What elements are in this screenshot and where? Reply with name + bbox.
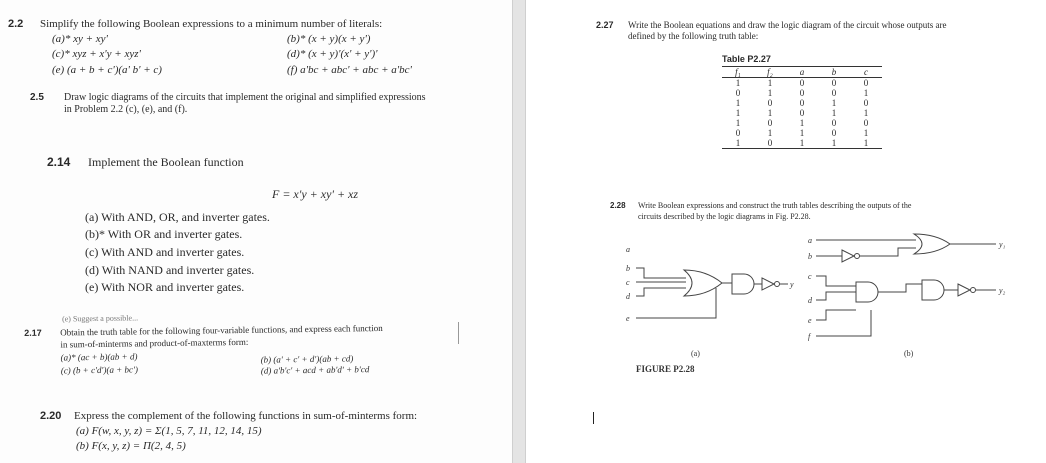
fig-sub-a: (a) (691, 349, 700, 358)
problem-2-2-c: (c)* xyz + x'y + xyz' (52, 48, 141, 60)
table-caption: Table P2.27 (722, 54, 771, 64)
table-cell: 1 (767, 88, 773, 98)
table-cell: 0 (863, 98, 869, 108)
problem-2-17-cutoff: (e) Suggest a possible... (61, 313, 139, 324)
header-b: b (818, 67, 850, 78)
table-cell: 0 (754, 138, 786, 149)
fig-a-output: y (790, 280, 794, 289)
problem-2-17-b: (b) (a' + c' + d')(ab + cd) (260, 353, 354, 365)
left-page (0, 0, 512, 463)
table-cell: 1 (799, 118, 805, 128)
right-page (526, 0, 1046, 463)
truth-table-body (722, 78, 882, 149)
problem-2-2-number: 2.2 (8, 18, 24, 30)
fig-b-label-f: f (808, 332, 811, 341)
problem-2-2-f: (f) a'bc + abc' + abc + a'bc' (287, 64, 412, 76)
header-f1: f₁ (722, 67, 754, 78)
problem-2-20-b: (b) F(x, y, z) = Π(2, 4, 5) (76, 440, 186, 452)
fig-a-label-c: c (626, 278, 630, 287)
gate-b2-and (856, 282, 878, 302)
problem-2-14-title: Implement the Boolean function (88, 155, 244, 169)
problem-2-2-a: (a)* xy + xy' (52, 33, 108, 45)
problem-2-14-formula: F = x'y + xy' + xz (272, 187, 359, 201)
problem-2-17-block (24, 309, 465, 389)
fig-b-label-c: c (808, 272, 812, 281)
wire-b-f (816, 310, 871, 336)
problem-2-20-a: (a) F(w, x, y, z) = Σ(1, 5, 7, 11, 12, 14, 15) (76, 425, 262, 437)
fig-b-output-y1: y₁ (999, 240, 1006, 249)
table-cell: 0 (863, 118, 869, 128)
problem-2-17-number: 2.17 (24, 327, 42, 338)
gate-b-inverter (842, 250, 854, 262)
problem-2-5-number: 2.5 (30, 92, 44, 103)
truth-table (722, 66, 882, 149)
table-cell: 1 (767, 78, 773, 88)
wire-b2-to-b3 (878, 284, 922, 292)
gate-a2-and (732, 274, 754, 294)
fig-b-label-d: d (808, 296, 812, 305)
table-row (722, 118, 882, 128)
fig-b-output-y2: y₂ (999, 286, 1006, 295)
table-cell: 1 (799, 128, 805, 138)
table-cell: 1 (735, 98, 741, 108)
problem-2-2-d: (d)* (x + y)'(x' + y')' (287, 48, 378, 60)
problem-2-20-number: 2.20 (40, 410, 62, 422)
problem-2-2-b: (b)* (x + y)(x + y') (287, 33, 371, 45)
problem-2-2-e: (e) (a + b + c')(a' b' + c) (52, 64, 162, 76)
wire-b-d (816, 292, 856, 300)
inverter-bubble-b2 (971, 288, 976, 293)
problem-2-20-intro: Express the complement of the following functions in sum-of-minterms form: (74, 410, 418, 422)
problem-2-14-item-b: (b)* With OR and inverter gates. (85, 227, 243, 241)
table-cell: 1 (735, 118, 741, 128)
table-row (722, 108, 882, 118)
header-a: a (786, 67, 818, 78)
truth-table-header-row (722, 67, 882, 78)
inverter-bubble-a (775, 282, 780, 287)
table-cell: 1 (863, 128, 869, 138)
clip-edge (458, 322, 459, 344)
problem-2-5-line2: in Problem 2.2 (c), (e), and (f). (64, 104, 188, 115)
problem-2-17-c: (c) (b + c'd')(a + bc') (60, 364, 138, 376)
table-cell: 0 (831, 78, 837, 88)
text-cursor (593, 412, 594, 424)
table-cell: 1 (767, 128, 773, 138)
table-cell: 1 (767, 108, 773, 118)
table-cell: 0 (799, 98, 805, 108)
wire-a-d (636, 288, 686, 296)
table-cell: 0 (799, 108, 805, 118)
table-cell: 1 (818, 138, 850, 149)
problem-2-17-d: (d) a'b'c' + acd + ab'd' + b'cd (260, 364, 370, 376)
table-cell: 1 (735, 78, 741, 88)
problem-2-5-line1: Draw logic diagrams of the circuits that implement the original and simplified expressions (64, 92, 426, 103)
wire-a-b (636, 268, 686, 278)
problem-2-27-number: 2.27 (596, 20, 614, 30)
problem-2-14-item-d: (d) With NAND and inverter gates. (85, 263, 255, 277)
problem-2-2-intro: Simplify the following Boolean expressions to a minimum number of literals: (40, 18, 383, 30)
problem-2-14-item-e: (e) With NOR and inverter gates. (85, 280, 245, 294)
table-cell: 0 (767, 98, 773, 108)
table-cell: 1 (863, 108, 869, 118)
fig-b-label-b: b (808, 252, 812, 261)
table-cell: 1 (831, 108, 837, 118)
gate-b1-or (914, 234, 950, 254)
table-cell: 1 (786, 138, 818, 149)
page-divider[interactable] (512, 0, 526, 463)
fig-a-label-b: b (626, 264, 630, 273)
problem-2-28-line1: Write Boolean expressions and construct the truth tables describing the outputs of the (638, 201, 912, 210)
problem-2-17-a: (a)* (ac + b)(ab + d) (60, 351, 138, 363)
problem-2-28-line2: circuits described by the logic diagrams in Fig. P2.28. (638, 212, 811, 221)
table-cell: 0 (735, 88, 741, 98)
table-row (722, 138, 882, 149)
problem-2-17-line2: in sum-of-minterms and product-of-maxterms form: (60, 336, 249, 350)
table-cell: 1 (863, 88, 869, 98)
table-cell: 1 (850, 138, 882, 149)
fig-a-label-d: d (626, 292, 630, 301)
table-cell: 1 (831, 98, 837, 108)
problem-2-14-number: 2.14 (47, 155, 71, 169)
gate-a-inverter (762, 278, 774, 290)
problem-2-27-line1: Write the Boolean equations and draw the logic diagram of the circuit whose outputs are (628, 20, 947, 30)
table-cell: 0 (799, 88, 805, 98)
table-cell: 0 (831, 128, 837, 138)
table-cell: 0 (767, 118, 773, 128)
table-row (722, 128, 882, 138)
table-cell: 0 (735, 128, 741, 138)
table-cell: 1 (722, 138, 754, 149)
fig-b-label-e: e (808, 316, 812, 325)
table-row (722, 98, 882, 108)
fig-a-label-e: e (626, 314, 630, 323)
fig-a-label-a: a (626, 245, 630, 254)
wire-b-e (816, 310, 856, 320)
problem-2-14-item-c: (c) With AND and inverter gates. (85, 245, 245, 259)
wire-b-c (816, 276, 856, 286)
fig-sub-b: (b) (904, 349, 914, 358)
header-c: c (850, 67, 882, 78)
header-f2: f₂ (754, 67, 786, 78)
table-cell: 0 (831, 88, 837, 98)
gate-b3-and (922, 280, 944, 300)
figure-p2-28 (526, 226, 1046, 376)
problem-2-27-line2: defined by the following truth table: (628, 31, 759, 41)
problem-2-28-number: 2.28 (610, 201, 626, 210)
wire-b-b2 (860, 248, 916, 256)
table-cell: 0 (831, 118, 837, 128)
fig-b-label-a: a (808, 236, 812, 245)
problem-2-14-item-a: (a) With AND, OR, and inverter gates. (85, 210, 270, 224)
gate-b-inverter2 (958, 284, 970, 296)
inverter-bubble-b1 (855, 254, 860, 259)
problem-2-17-line1: Obtain the truth table for the following four-variable functions, and express each function (60, 322, 383, 338)
table-cell: 0 (799, 78, 805, 88)
table-cell: 1 (735, 108, 741, 118)
table-row (722, 88, 882, 98)
table-row (722, 78, 882, 89)
figure-caption: FIGURE P2.28 (636, 364, 695, 374)
table-cell: 0 (863, 78, 869, 88)
